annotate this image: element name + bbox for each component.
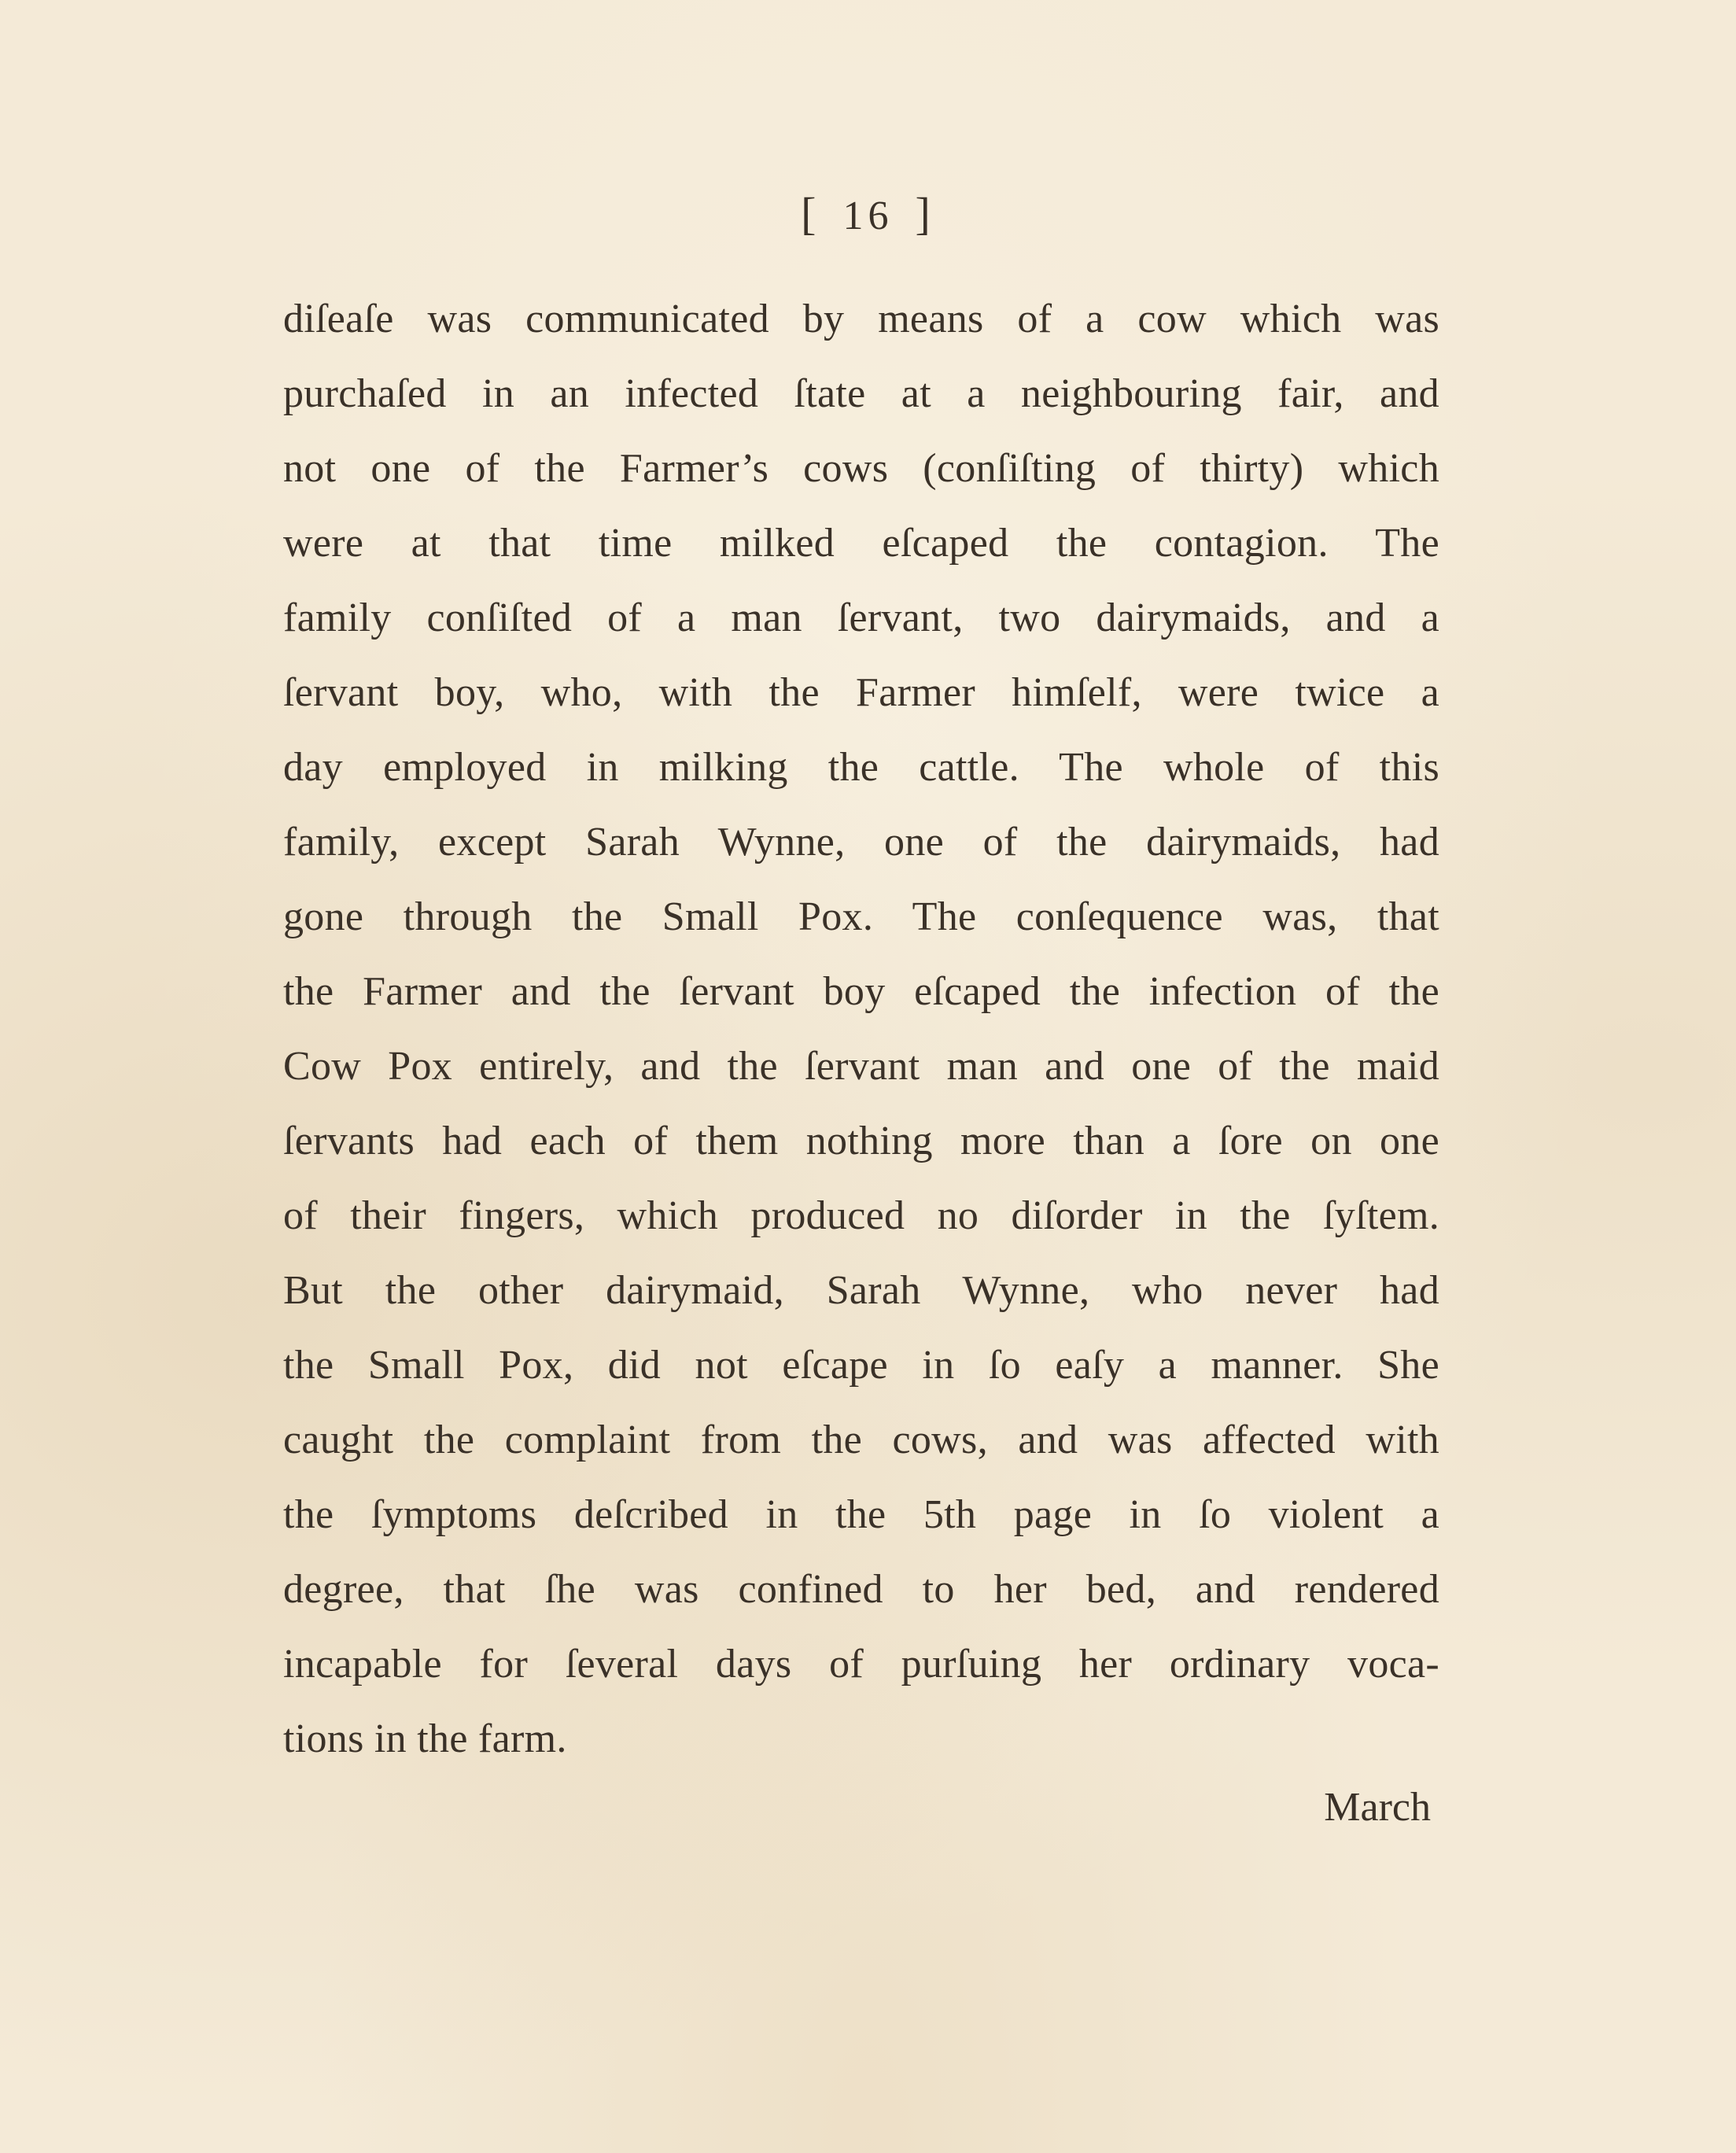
- text-line: the Farmer and the ſervant boy eſcaped the infection of the: [283, 969, 1439, 1014]
- text-line: tions in the farm.: [283, 1716, 567, 1761]
- bracket-open: [: [801, 188, 821, 239]
- text-line: ſervant boy, who, with the Farmer himſelf, were twice a: [283, 670, 1439, 715]
- text-line: day employed in milking the cattle. The whole of this: [283, 745, 1439, 790]
- text-line: the Small Pox, did not eſcape in ſo eaſy a manner. She: [283, 1343, 1439, 1388]
- text-line: gone through the Small Pox. The conſequence was, that: [283, 894, 1439, 939]
- text-line: the ſymptoms deſcribed in the 5th page in ſo violent a: [283, 1492, 1439, 1537]
- text-line: incapable for ſeveral days of purſuing her ordinary voca-: [283, 1642, 1439, 1687]
- text-line: purchaſed in an infected ſtate at a neighbouring fair, and: [283, 371, 1439, 416]
- bracket-close: ]: [915, 188, 935, 239]
- text-line: Cow Pox entirely, and the ſervant man and one of the maid: [283, 1044, 1439, 1089]
- text-line: degree, that ſhe was confined to her bed, and rendered: [283, 1567, 1439, 1612]
- text-line: family conſiſted of a man ſervant, two dairymaids, and a: [283, 595, 1439, 640]
- text-line: not one of the Farmer’s cows (conſiſting of thirty) which: [283, 446, 1439, 491]
- catchword: March: [1324, 1785, 1431, 1830]
- text-line: family, except Sarah Wynne, one of the dairymaids, had: [283, 820, 1439, 865]
- page-number: 16: [842, 194, 894, 238]
- text-line: But the other dairymaid, Sarah Wynne, who never had: [283, 1268, 1439, 1313]
- text-line: of their fingers, which produced no diſorder in the ſyſtem.: [283, 1193, 1439, 1238]
- text-line: caught the complaint from the cows, and was affected with: [283, 1418, 1439, 1462]
- body-text: [283, 282, 1439, 1776]
- page-header: [0, 187, 1736, 240]
- text-line: were at that time milked eſcaped the contagion. The: [283, 521, 1439, 566]
- text-line: diſeaſe was communicated by means of a cow which was: [283, 297, 1439, 341]
- text-line: ſervants had each of them nothing more than a ſore on one: [283, 1119, 1439, 1163]
